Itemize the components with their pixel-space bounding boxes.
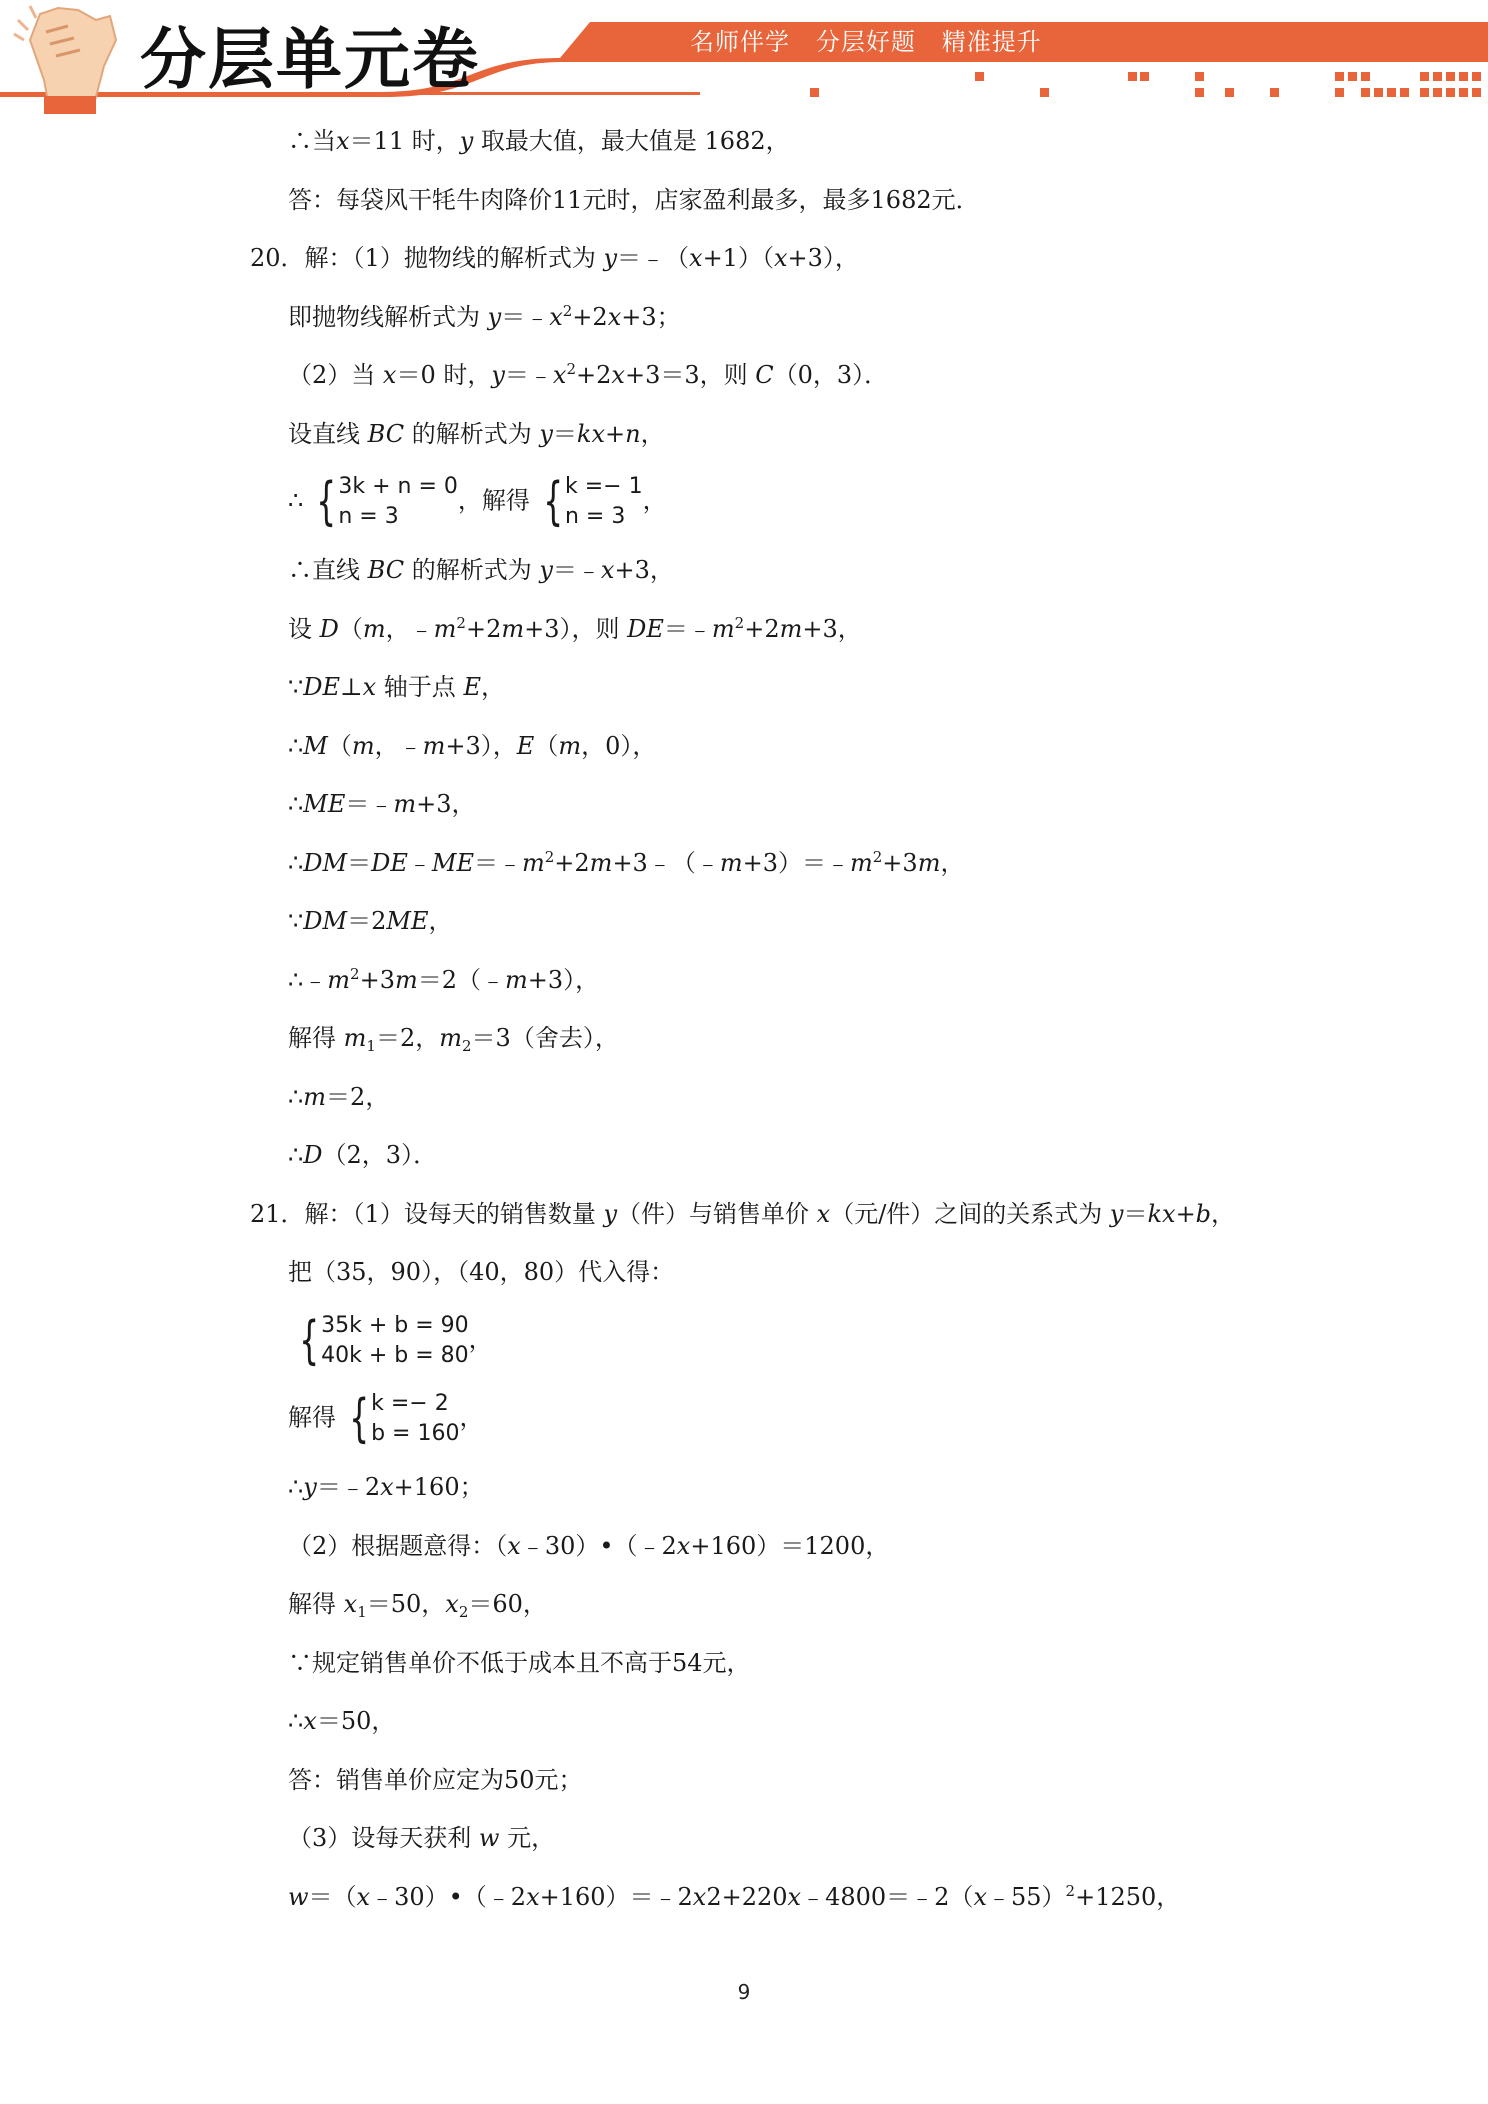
equation-system-line: ∴ { 3k + n = 0 n = 3 ，解得 { k =− 1 n = 3 ， bbox=[288, 472, 667, 532]
header-tagline: 名师伴学 分层好题 精准提升 bbox=[690, 28, 1042, 56]
text-line: ∴m＝2， bbox=[288, 1083, 390, 1111]
equation-system-line: 解得 { k =− 2 b = 160 ， bbox=[288, 1389, 484, 1449]
text-line: ∵DE⊥x 轴于点 E， bbox=[288, 673, 505, 701]
text-line: ∴D（2，3）． bbox=[288, 1141, 438, 1169]
question-21-heading: 21．解：（1）设每天的销售数量 y（件）与销售单价 x（元/件）之间的关系式为 y＝kx+b， bbox=[250, 1200, 1236, 1228]
text-line: 答：每袋风干牦牛肉降价11元时，店家盈利最多，最多1682元． bbox=[288, 186, 980, 214]
text-line: 即抛物线解析式为 $y=﹣x^2+2x+3$； bbox=[288, 302, 681, 331]
text-line: ∴当x＝11 时，y 取最大值，最大值是 1682， bbox=[288, 127, 790, 155]
equation-system: { 35k + b = 90 40k + b = 80 bbox=[299, 1311, 469, 1371]
text-line: 设 D（m，$﹣m^2+2m+3$），则 $DE=﹣m^2+2m+3$， bbox=[288, 614, 862, 643]
text-line: ∴直线 BC 的解析式为 y＝﹣x+3， bbox=[288, 556, 674, 584]
text-line: 把（35，90），（40，80）代入得： bbox=[288, 1258, 675, 1286]
fist-hand-icon bbox=[14, 6, 116, 114]
page-number: 9 bbox=[737, 1980, 751, 2004]
equation-system-solution: { k =− 1 n = 3 bbox=[543, 472, 643, 532]
text-line: $\therefore﹣m^2+3m=2(﹣m+3)$， bbox=[288, 965, 600, 994]
brand-title: 分层单元卷 bbox=[140, 21, 480, 98]
page-header bbox=[0, 0, 1488, 120]
text-line: 设直线 BC 的解析式为 y＝kx+n， bbox=[288, 420, 665, 448]
equation-system-solution: { k =− 2 b = 160 bbox=[349, 1389, 460, 1449]
text-line: （2）根据题意得：（x﹣30）•（﹣2x+160）＝1200， bbox=[288, 1532, 890, 1560]
text-line: $\therefore DM=DE﹣ME=﹣m^2+2m+3﹣(﹣m+3)=﹣m^2+3m$， bbox=[288, 848, 965, 877]
text-line: w＝（x﹣30）•（﹣2x+160）＝﹣2x2+220x﹣4800＝﹣2（x﹣55）$^2$+1250， bbox=[288, 1882, 1181, 1911]
text-line: ∴x＝50， bbox=[288, 1707, 396, 1735]
text-line: 解得 $m_1=2$，$m_2=3$（舍去）， bbox=[288, 1024, 619, 1055]
text-line: ∵DM＝2ME， bbox=[288, 907, 453, 935]
text-line: ∴M（m，﹣m+3），E（m，0）， bbox=[288, 732, 657, 760]
text-line: ∴y＝﹣2x+160； bbox=[288, 1473, 484, 1501]
equation-system: { 3k + n = 0 n = 3 bbox=[316, 472, 458, 532]
question-20-heading: 20．解：（1）抛物线的解析式为 y＝﹣（x+1）（x+3）， bbox=[250, 244, 859, 272]
text-line: 答：销售单价应定为50元； bbox=[288, 1766, 583, 1794]
text-line: （3）设每天获利 w 元， bbox=[288, 1824, 556, 1852]
text-line: 解得 $x_1=50$，$x_2=60$， bbox=[288, 1590, 547, 1621]
equation-system-line: { 35k + b = 90 40k + b = 80 ， bbox=[286, 1311, 493, 1371]
text-line: ∵规定销售单价不低于成本且不高于54元， bbox=[288, 1649, 751, 1677]
text-line: （2）当 x＝0 时，$y=﹣x^2+2x+3=3$，则 C（0，3）． bbox=[288, 360, 889, 389]
text-line: ∴ME＝﹣m+3， bbox=[288, 790, 476, 818]
